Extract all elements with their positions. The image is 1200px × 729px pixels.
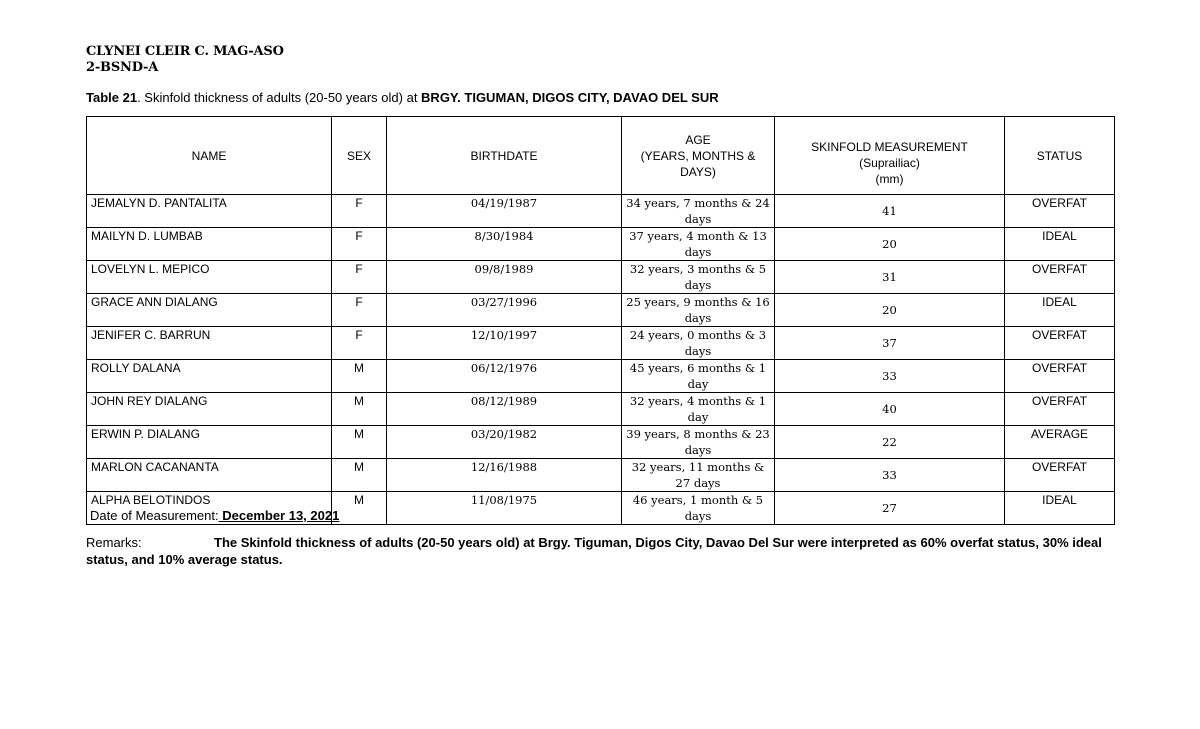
cell-name: ERWIN P. DIALANG: [87, 426, 332, 459]
cell-name: LOVELYN L. MEPICO: [87, 261, 332, 294]
remarks-text: The Skinfold thickness of adults (20-50 years old) at Brgy. Tiguman, Digos City, Davao Del Sur were interpreted as 60% overfat status, 30% ideal status, and 10% average status.: [86, 535, 1102, 567]
header-birthdate: BIRTHDATE: [387, 117, 622, 195]
cell-age: 32 years, 3 months & 5 days: [622, 261, 775, 294]
table-label: Table 21: [86, 90, 138, 105]
cell-age: 34 years, 7 months & 24 days: [622, 195, 775, 228]
measurement-date: December 13, 2021: [218, 508, 340, 523]
cell-name: MARLON CACANANTA: [87, 459, 332, 492]
table-row: [87, 261, 1115, 294]
cell-skinfold-mm: 20: [775, 294, 1005, 327]
table-row: [87, 426, 1115, 459]
table-row: [87, 459, 1115, 492]
skinfold-table: [86, 116, 1115, 525]
header-age: [622, 117, 775, 195]
cell-skinfold-mm: 33: [775, 360, 1005, 393]
cell-status: OVERFAT: [1005, 261, 1115, 294]
cell-name: JENIFER C. BARRUN: [87, 327, 332, 360]
cell-age: 32 years, 11 months & 27 days: [622, 459, 775, 492]
cell-birthdate: 03/27/1996: [387, 294, 622, 327]
cell-name: ROLLY DALANA: [87, 360, 332, 393]
cell-skinfold-mm: 33: [775, 459, 1005, 492]
header-age-line2: (YEARS, MONTHS &: [640, 148, 756, 163]
table-row: [87, 195, 1115, 228]
cell-name: JEMALYN D. PANTALITA: [87, 195, 332, 228]
cell-birthdate: 09/8/1989: [387, 261, 622, 294]
cell-skinfold-mm: 37: [775, 327, 1005, 360]
cell-status: AVERAGE: [1005, 426, 1115, 459]
cell-age: 46 years, 1 month & 5 days: [622, 492, 775, 525]
remarks-block: [86, 534, 1126, 568]
cell-age: 37 years, 4 month & 13 days: [622, 228, 775, 261]
table-row: [87, 327, 1115, 360]
table-row: [87, 228, 1115, 261]
header-skinfold-line2: (Suprailiac): [859, 155, 920, 170]
cell-age: 45 years, 6 months & 1 day: [622, 360, 775, 393]
cell-sex: F: [332, 228, 387, 261]
cell-name: MAILYN D. LUMBAB: [87, 228, 332, 261]
cell-status: OVERFAT: [1005, 459, 1115, 492]
cell-birthdate: 11/08/1975: [387, 492, 622, 525]
table-caption: [86, 90, 719, 105]
header-age-line3: DAYS): [680, 164, 716, 179]
cell-birthdate: 12/16/1988: [387, 459, 622, 492]
cell-sex: M: [332, 426, 387, 459]
header-skinfold: [775, 117, 1005, 195]
cell-age: 32 years, 4 months & 1 day: [622, 393, 775, 426]
table-row: [87, 393, 1115, 426]
cell-birthdate: 08/12/1989: [387, 393, 622, 426]
header-age-line1: AGE: [685, 132, 711, 147]
cell-birthdate: 12/10/1997: [387, 327, 622, 360]
table-row: [87, 360, 1115, 393]
header-skinfold-line1: SKINFOLD MEASUREMENT: [811, 139, 968, 154]
cell-sex: F: [332, 294, 387, 327]
cell-sex: M: [332, 492, 387, 525]
cell-skinfold-mm: 27: [775, 492, 1005, 525]
cell-sex: F: [332, 327, 387, 360]
cell-status: OVERFAT: [1005, 327, 1115, 360]
cell-status: IDEAL: [1005, 294, 1115, 327]
measurement-label: Date of Measurement:: [90, 508, 219, 523]
table-header-row: [87, 117, 1115, 195]
cell-birthdate: 04/19/1987: [387, 195, 622, 228]
cell-sex: M: [332, 459, 387, 492]
table-row: [87, 294, 1115, 327]
cell-birthdate: 06/12/1976: [387, 360, 622, 393]
cell-status: IDEAL: [1005, 492, 1115, 525]
cell-sex: M: [332, 393, 387, 426]
cell-name: ALPHA BELOTINDOS: [87, 492, 332, 525]
author-section: 2-BSND-A: [86, 60, 159, 75]
cell-skinfold-mm: 41: [775, 195, 1005, 228]
cell-status: OVERFAT: [1005, 393, 1115, 426]
cell-age: 25 years, 9 months & 16 days: [622, 294, 775, 327]
header-name: NAME: [87, 117, 332, 195]
header-status: STATUS: [1005, 117, 1115, 195]
cell-skinfold-mm: 40: [775, 393, 1005, 426]
cell-age: 24 years, 0 months & 3 days: [622, 327, 775, 360]
author-name: CLYNEI CLEIR C. MAG-ASO: [86, 44, 284, 59]
cell-skinfold-mm: 31: [775, 261, 1005, 294]
cell-skinfold-mm: 22: [775, 426, 1005, 459]
cell-sex: M: [332, 360, 387, 393]
cell-birthdate: 8/30/1984: [387, 228, 622, 261]
cell-status: OVERFAT: [1005, 360, 1115, 393]
cell-skinfold-mm: 20: [775, 228, 1005, 261]
cell-status: IDEAL: [1005, 228, 1115, 261]
header-skinfold-line3: (mm): [875, 171, 904, 186]
caption-location: BRGY. TIGUMAN, DIGOS CITY, DAVAO DEL SUR: [421, 90, 719, 105]
cell-sex: F: [332, 195, 387, 228]
remarks-label: Remarks:: [86, 535, 142, 550]
caption-text: . Skinfold thickness of adults (20-50 years old) at: [137, 90, 422, 105]
cell-sex: F: [332, 261, 387, 294]
header-sex: SEX: [332, 117, 387, 195]
cell-birthdate: 03/20/1982: [387, 426, 622, 459]
cell-name: JOHN REY DIALANG: [87, 393, 332, 426]
cell-name: GRACE ANN DIALANG: [87, 294, 332, 327]
cell-age: 39 years, 8 months & 23 days: [622, 426, 775, 459]
cell-status: OVERFAT: [1005, 195, 1115, 228]
measurement-date-line: [90, 508, 339, 523]
